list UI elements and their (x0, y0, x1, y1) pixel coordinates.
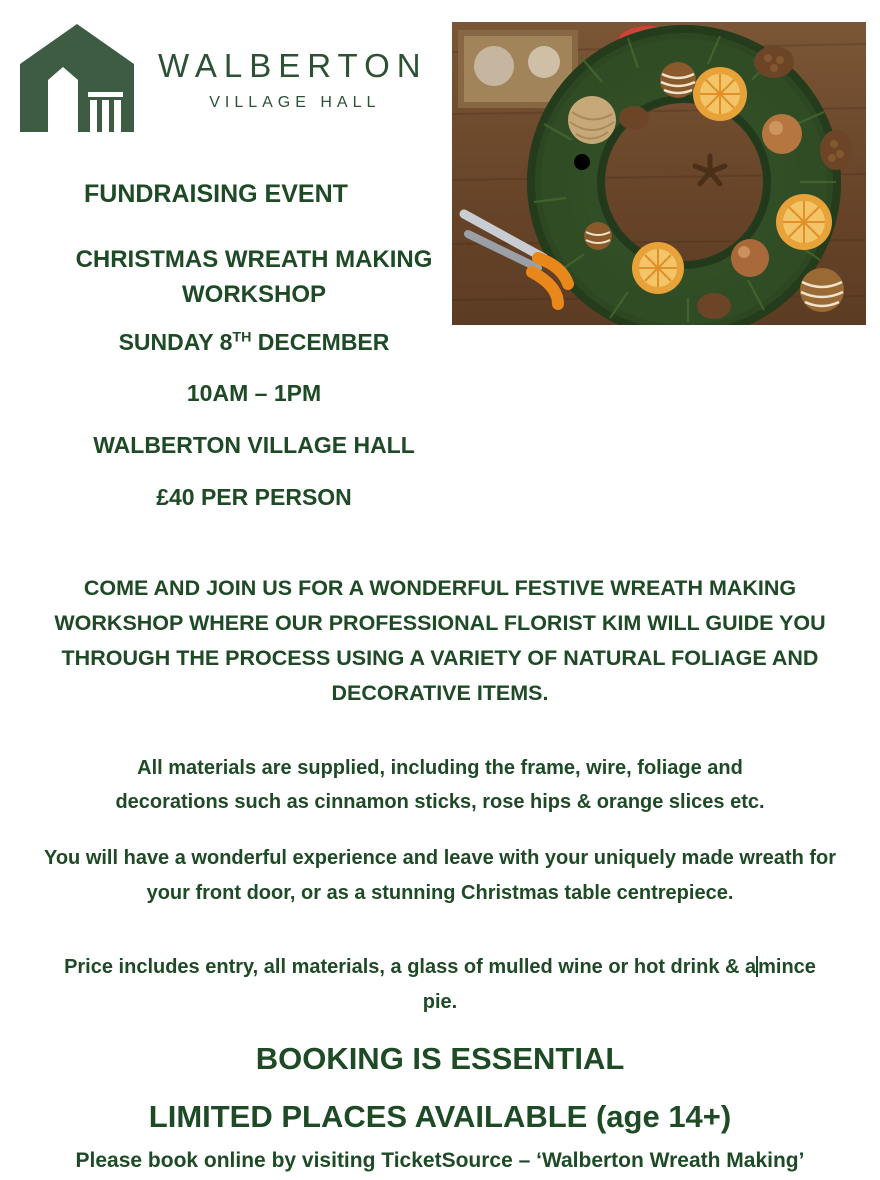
experience-paragraph: You will have a wonderful experience and leave with your uniquely made wreath for your front door, or as a stunning Christmas table centrepiece. (43, 847, 837, 904)
event-price: £40 PER PERSON (156, 483, 352, 510)
christmas-wreath-photo (452, 22, 866, 325)
fundraising-heading: FUNDRAISING EVENT (84, 180, 348, 208)
event-date-ordinal: TH (232, 328, 252, 345)
event-time: 10AM – 1PM (186, 380, 322, 407)
logo (18, 22, 428, 134)
logo-text (158, 44, 428, 112)
book-online-note: Please book online by visiting TicketSource – ‘Walberton Wreath Making’ (75, 1149, 805, 1172)
event-date-suffix: DECEMBER (251, 328, 390, 355)
price-includes-paragraph (22, 950, 858, 1019)
flyer-header (0, 0, 880, 330)
materials-paragraph: All materials are supplied, including the frame, wire, foliage and decorations such as cinnamon sticks, rose hips & orange slices etc. (115, 756, 765, 814)
limited-places-heading: LIMITED PLACES AVAILABLE (age 14+) (148, 1099, 732, 1134)
price-includes-after: mince pie. (422, 956, 816, 1013)
logo-subtitle: VILLAGE HALL (209, 94, 381, 112)
workshop-title-line1: CHRISTMAS WREATH MAKING (75, 246, 433, 273)
intro-paragraph: COME AND JOIN US FOR A WONDERFUL FESTIVE WREATH MAKING WORKSHOP WHERE OUR PROFESSIONAL FLORIST KIM WILL GUIDE YOU THROUGH THE PROCESS USING A VARIETY OF NATURAL FOLIAGE AND DECORATIVE ITEMS. (54, 576, 826, 705)
village-hall-building-icon (18, 22, 136, 134)
workshop-title-line2: WORKSHOP (182, 280, 326, 308)
price-includes-before: Price includes entry, all materials, a glass of mulled wine or hot drink & a (64, 956, 757, 979)
logo-name: WALBERTON (158, 46, 428, 84)
booking-essential-heading: BOOKING IS ESSENTIAL (255, 1041, 625, 1076)
event-date-prefix: SUNDAY 8 (118, 328, 233, 355)
event-venue: WALBERTON VILLAGE HALL (93, 431, 415, 458)
